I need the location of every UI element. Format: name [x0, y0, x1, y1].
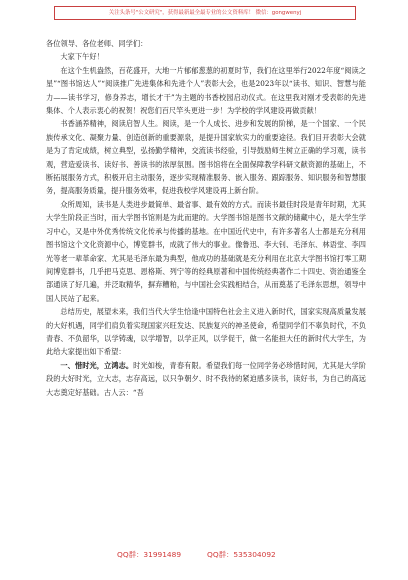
greeting: 大家下午好！ [60, 52, 104, 62]
paragraph-3: 众所周知，读书是人类进步最简单、最省事、最有效的方式。而读书最佳时段是青年时期，尤其大学生阶段正当时，而大学图书馆则是为此而建的。大学图书馆是图书文献的储藏中心，是大学生学习中心，又是中外优秀传统文化传承与传播的基地。在中国近代史中，有许多著名人士都是充分利用图书馆这个文化资源中心，博览群书，成就了伟大的事业。像鲁迅、李大钊、毛泽东、林语堂、李四光等老一辈革命家、尤其是毛泽东最为典型，他成功的基础就是充分利用在北京大学图书馆打零工期间博览群书，几乎把马克思、恩格斯、列宁等的经典原著和中国传统经典著作二十四史、资治通鉴全部通读了好几遍，并泛取精华，摒弃糟粕，与中国社会实践相结合，从而奠基了毛泽东思想，领导中国人民站了起来。 [46, 199, 366, 303]
paragraph-5-heading: 一、惜时光，立鸿志。 [60, 360, 134, 370]
footer-qq-group-1: QQ群：31991489 [117, 550, 182, 559]
paragraph-5 [46, 359, 366, 399]
footer-qq-group-2: QQ群：535304092 [207, 550, 276, 559]
paragraph-2: 书香涵养精神，阅读启智人生。阅读，是一个人成长、进步和发展的阶梯，是一个国家、一个民族传承文化、凝聚力量、创造创新的重要源泉，是提升国家软实力的重要途径。我们目开表彰大会就是为了肯定成绩，树立典型，弘扬勤学精神，交流读书经验，引导鼓励师生树立正确的学习观，读书观，营造爱读书、读好书、善读书的浓厚氛围。图书馆将在全面保障教学科研文献资源的基础上，不断拓展服务方式，积极开启主动服务，逐步实现精准服务、嵌入服务、跟踪服务、知识服务和智慧服务，提高服务质量，提升服务效率，促进我校学风建设再上新台阶。 [46, 119, 366, 196]
paragraph-4: 总结历史，展望未来，我们当代大学生恰逢中国特色社会主义进入新时代，国家实现高质量发展的大好机遇，同学们肩负着实现国家兴旺发达、民族复兴的神圣使命，希望同学们不辜负时代，不负青春、不负韶华，以学铸魂，以学增智，以学正风，以学促干，做一名能担大任的新时代大学生，为此给大家提出如下希望： [46, 307, 366, 357]
paragraph-1: 在这个生机盎然，百花盛开，大地一片郁郁葱葱的初夏时节，我们在这里举行2022年度“阅读之星”“图书馆达人”“阅读推广先进集体和先进个人”表彰大会，也是2023年以“读书、知识、智慧与能力——读书学习，修身养志，增长才干”为主题的书香校园启动仪式。在这里我对刚才受表彰的先进集体、个人表示衷心的祝贺！祝您们百尺竿头更进一步！为学校的学风建设再做贡献！ [46, 65, 366, 116]
paragraph-5-text: 时光如梭，青春有限。希望我们每一位同学务必珍惜时间，尤其是大学阶段的大好时光，立大志，志存高远，以只争朝夕、时不我待的紧迫感多读书，读好书，为自己的高远大志奠定好基础。古人云：“吾 [46, 360, 366, 397]
footer [0, 549, 408, 563]
header-banner: 关注头条号"公文研究"，获得最新最全最专业的公文资料库！ 微信：gongwenyj [54, 6, 356, 20]
speech-body [46, 37, 366, 399]
salutation: 各位领导、各位老师、同学们： [46, 39, 148, 48]
